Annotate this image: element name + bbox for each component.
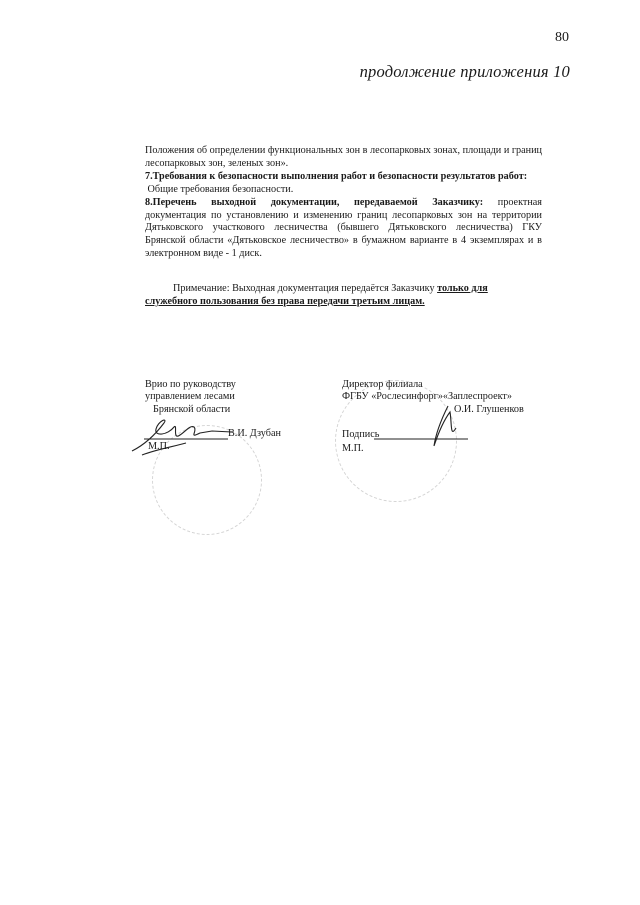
right-signatory-title: Директор филиала ФГБУ «Рослесинфорг»«Заплеспроект» <box>342 379 512 403</box>
right-signatory-name: О.И. Глушенков <box>454 404 524 415</box>
document-body <box>145 145 542 261</box>
left-signature <box>128 413 240 459</box>
left-signatory-title: Врио по руководству управлением лесами Брянской области <box>145 379 236 415</box>
note-lead: Примечание: Выходная документация передаётся Заказчику <box>173 283 435 294</box>
section-7-text: Общие требования безопасности. <box>147 183 294 195</box>
section-7-title: 7.Требования к безопасности выполнения работ и безопасности результатов работ: <box>145 170 528 182</box>
left-signatory-name: В.И. Дзубан <box>228 428 281 439</box>
right-sign-label: Подпись <box>342 429 380 440</box>
page-number: 80 <box>555 30 569 45</box>
section-8-title: 8.Перечень выходной документации, передаваемой Заказчику: <box>145 196 484 208</box>
left-seal-label: М.П. <box>148 441 170 452</box>
note <box>145 282 542 308</box>
note-emphasis: только для служебного пользования без права передачи третьим лицам. <box>145 283 488 307</box>
appendix-title: продолжение приложения 10 <box>359 62 570 81</box>
body-line-1: Положения об определении функциональных зон в лесопарковых зонах, площади и границ лесопарковых зон, зеленых зон». <box>145 145 542 169</box>
right-seal-label: М.П. <box>342 443 364 454</box>
section-7 <box>145 171 542 184</box>
right-signature <box>372 398 472 454</box>
section-8 <box>145 197 542 262</box>
section-8-text: проектная документация по установлению и изменению границ лесопарковых зон на территории Дятьковского участкового лесничества (бывшего Дятьковского лесничества) ГКУ Брянской области «Дятьковское лесничество» в бумажном варианте в 4 экземплярах и в электронном виде - 1 диск. <box>145 196 542 260</box>
